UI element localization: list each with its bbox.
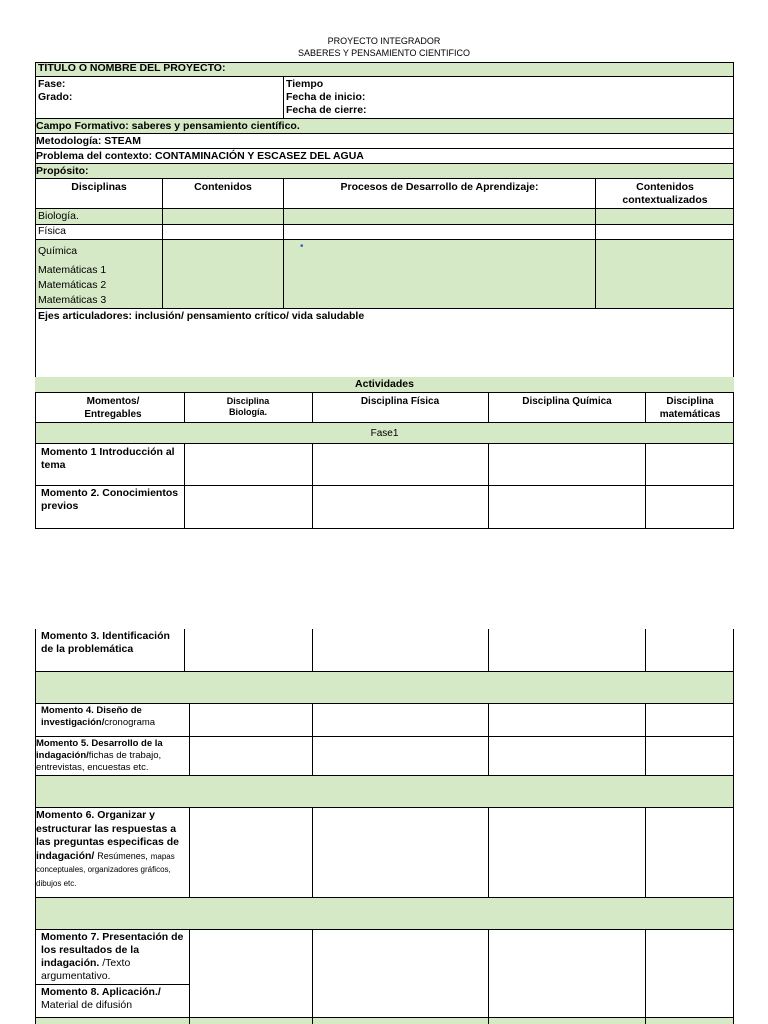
momento-6-detail-2: mapas conceptuales, organizadores gráficos, dibujos etc. bbox=[36, 851, 175, 888]
momento-7 bbox=[41, 931, 187, 983]
header-procesos: Procesos de Desarrollo de Aprendizaje: bbox=[340, 181, 539, 193]
activities-title: Actividades bbox=[355, 378, 414, 390]
header-disciplina-matematicas: Disciplina matemáticas bbox=[659, 396, 721, 420]
campo-formativo: Campo Formativo: saberes y pensamiento científico. bbox=[36, 120, 300, 132]
momento-5-detail: fichas de trabajo, entrevistas, encuestas etc. bbox=[36, 750, 162, 773]
doc-subtitle: SABERES Y PENSAMIENTO CIENTIFICO bbox=[297, 48, 471, 58]
fase-label-row: Fase1 bbox=[370, 428, 399, 439]
problema-contexto: Problema del contexto: CONTAMINACIÓN Y ESCASEZ DEL AGUA bbox=[36, 150, 364, 162]
header-momentos: Momentos/ Entregables bbox=[84, 396, 142, 420]
momento-3: Momento 3. Identificación de la problemática bbox=[41, 630, 170, 655]
discipline-matematicas-3: Matemáticas 3 bbox=[38, 294, 107, 306]
momento-8-title: Momento 8. Aplicación./ bbox=[41, 986, 161, 998]
metodologia: Metodología: STEAM bbox=[36, 135, 141, 147]
project-table-border bbox=[35, 62, 734, 392]
project-title-label: TÍTULO O NOMBRE DEL PROYECTO: bbox=[38, 62, 226, 74]
ejes-articuladores: Ejes articuladores: inclusión/ pensamiento crítico/ vida saludable bbox=[38, 310, 365, 322]
header-disciplina-fisica: Disciplina Física bbox=[360, 396, 440, 407]
proposito-label: Propósito: bbox=[36, 165, 89, 177]
header-contenidos: Contenidos bbox=[194, 181, 252, 193]
momento-5 bbox=[36, 738, 188, 774]
header-disciplina-biologia: Disciplina Biología. bbox=[226, 396, 270, 417]
momento-1: Momento 1 Introducción al tema bbox=[41, 446, 175, 471]
momento-8-detail: Material de difusión bbox=[41, 999, 133, 1011]
fase-label: Fase: bbox=[38, 78, 66, 90]
momento-4 bbox=[41, 705, 187, 729]
discipline-biologia: Biología. bbox=[38, 210, 79, 222]
discipline-matematicas-2: Matemáticas 2 bbox=[38, 279, 107, 291]
momento-4-detail: cronograma bbox=[104, 717, 156, 728]
doc-title: PROYECTO INTEGRADOR bbox=[327, 36, 441, 46]
fecha-cierre-label: Fecha de cierre: bbox=[286, 104, 367, 116]
momento-2: Momento 2. Conocimientos previos bbox=[41, 487, 179, 512]
momento-4-title: Momento 4. Diseño de investigación/ bbox=[41, 705, 142, 728]
momento-7-detail: /Texto argumentativo. bbox=[41, 957, 131, 982]
momento-6-detail-1: Resúmenes, bbox=[97, 850, 148, 861]
header-disciplina-quimica: Disciplina Química bbox=[522, 396, 612, 407]
grado-label: Grado: bbox=[38, 91, 73, 103]
discipline-fisica: Física bbox=[38, 225, 67, 237]
bullet-marker: • bbox=[300, 241, 304, 252]
momento-6 bbox=[36, 809, 188, 890]
fecha-inicio-label: Fecha de inicio: bbox=[286, 91, 366, 103]
tiempo-label: Tiempo bbox=[286, 78, 324, 90]
header-disciplinas: Disciplinas bbox=[71, 181, 127, 193]
header-contenidos-contextualizados: Contenidos contextualizados bbox=[622, 181, 708, 206]
momento-7-title: Momento 7. Presentación de los resultados de la indagación. bbox=[41, 931, 184, 969]
momento-8 bbox=[41, 986, 187, 1012]
momento-6-title: Momento 6. Organizar y estructurar las respuestas a las preguntas especificas de indagación/ bbox=[36, 809, 179, 862]
momento-5-title: Momento 5. Desarrollo de la indagación/ bbox=[36, 738, 163, 761]
discipline-quimica: Química bbox=[38, 245, 78, 257]
discipline-matematicas-1: Matemáticas 1 bbox=[38, 264, 107, 276]
